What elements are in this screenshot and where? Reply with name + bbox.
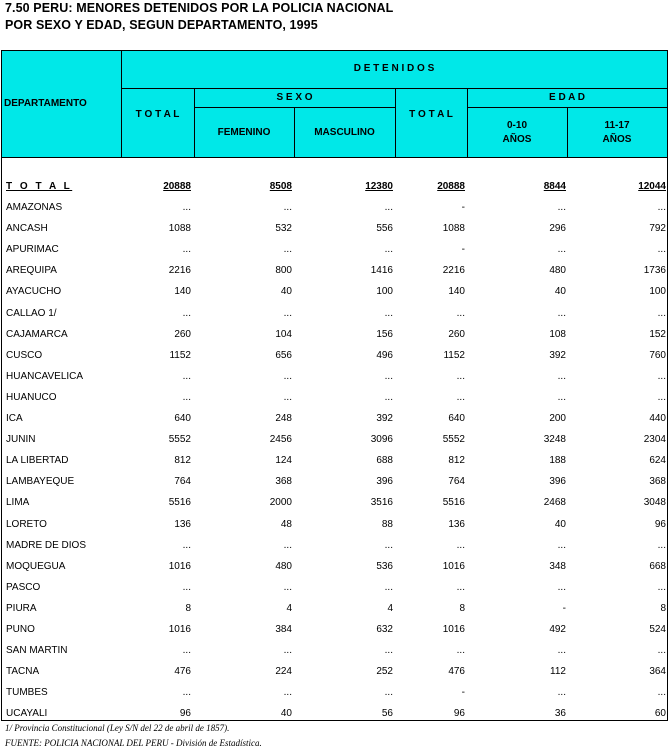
row-label: CALLAO 1/ (6, 307, 57, 319)
cell-femenino: ... (283, 307, 292, 319)
cell-femenino: ... (283, 391, 292, 403)
table-row (1, 471, 667, 492)
row-label: PIURA (6, 602, 37, 614)
cell-age-11-17: 760 (649, 349, 666, 361)
cell-masculino: ... (384, 539, 393, 551)
cell-total-2: 476 (448, 666, 465, 678)
cell-total-2: 5552 (442, 434, 465, 446)
cell-age-11-17: 792 (649, 223, 666, 235)
cell-total: ... (182, 687, 191, 699)
cell-age-11-17: ... (657, 539, 666, 551)
table-row (1, 619, 667, 640)
header-masculino: MASCULINO (314, 126, 375, 138)
cell-total: ... (182, 244, 191, 256)
cell-masculino: 88 (381, 518, 393, 530)
cell-age-0-10: 200 (549, 413, 566, 424)
cell-femenino: ... (283, 645, 292, 657)
cell-masculino: 3096 (370, 434, 393, 446)
row-label: AREQUIPA (6, 265, 57, 277)
cell-masculino: 392 (376, 413, 393, 424)
cell-femenino: 532 (275, 223, 292, 235)
cell-masculino: ... (384, 202, 393, 213)
cell-age-11-17: 524 (649, 624, 666, 635)
cell-total-2: ... (456, 645, 465, 657)
cell-age-11-17: 368 (649, 476, 666, 488)
cell-age-11-17: 96 (654, 518, 666, 530)
table-row (1, 661, 667, 682)
cell-age-0-10: 188 (549, 455, 566, 467)
header-total-2: T O T A L (409, 109, 453, 120)
cell-femenino: 224 (275, 666, 292, 678)
row-label: T O T A L (6, 181, 73, 192)
cell-total-2: 1152 (443, 349, 465, 361)
cell-total-2: 812 (448, 455, 465, 467)
cell-age-0-10: 396 (549, 476, 566, 488)
row-label: LAMBAYEQUE (6, 476, 75, 488)
table-row (1, 239, 667, 260)
cell-total-2: - (461, 244, 465, 256)
cell-total: ... (182, 645, 191, 657)
cell-age-11-17: 668 (649, 560, 666, 572)
row-label: MADRE DE DIOS (6, 539, 87, 551)
cell-age-0-10: 348 (549, 560, 566, 572)
source-note: FUENTE: POLICIA NACIONAL DEL PERU - División de Estadística. (5, 738, 262, 748)
cell-age-0-10: 392 (549, 349, 566, 361)
cell-femenino: 800 (275, 265, 292, 277)
cell-total: 2216 (168, 265, 191, 277)
row-label: TACNA (6, 666, 40, 678)
cell-age-11-17: 364 (649, 666, 666, 678)
cell-total-2: ... (456, 391, 465, 403)
row-label: ANCASH (6, 223, 48, 235)
cell-masculino: 556 (376, 223, 393, 235)
cell-masculino: ... (384, 581, 393, 593)
row-label: AYACUCHO (6, 286, 62, 298)
cell-age-0-10: - (562, 602, 566, 614)
row-label: UCAYALI (6, 708, 48, 720)
cell-masculino: ... (384, 244, 393, 256)
row-label: ICA (6, 413, 23, 424)
cell-masculino: 632 (376, 624, 393, 635)
cell-total: ... (182, 370, 191, 382)
cell-femenino: 8508 (269, 181, 292, 192)
table-title-line2: POR SEXO Y EDAD, SEGUN DEPARTAMENTO, 1995 (5, 18, 318, 32)
cell-total-2: 8 (459, 602, 465, 614)
header-edad: E D A D (549, 91, 585, 103)
cell-masculino: 496 (376, 349, 393, 361)
cell-total: 8 (185, 602, 191, 614)
table-row (1, 387, 667, 408)
cell-age-0-10: ... (557, 307, 566, 319)
cell-femenino: ... (283, 370, 292, 382)
table-row (1, 535, 667, 556)
table-row (1, 345, 667, 366)
cell-age-0-10: 8844 (543, 181, 566, 192)
cell-total: 1152 (169, 349, 191, 361)
row-label: HUANUCO (6, 391, 57, 403)
cell-total-2: 1088 (442, 223, 465, 235)
cell-total-2: 1016 (442, 624, 465, 635)
cell-femenino: ... (283, 539, 292, 551)
cell-femenino: ... (283, 202, 292, 213)
cell-age-0-10: 36 (554, 708, 566, 720)
cell-masculino: 56 (381, 708, 393, 720)
cell-femenino: 248 (275, 413, 292, 424)
cell-masculino: 156 (376, 328, 393, 340)
cell-total-2: 2216 (442, 265, 465, 277)
cell-age-11-17: ... (657, 244, 666, 256)
cell-total-2: 96 (453, 708, 465, 720)
row-label: JUNIN (6, 434, 36, 446)
cell-total: 1016 (168, 624, 191, 635)
row-label: LIMA (6, 497, 30, 509)
row-label: LA LIBERTAD (6, 455, 69, 467)
cell-age-0-10: 40 (554, 286, 566, 298)
cell-masculino: ... (384, 307, 393, 319)
cell-age-0-10: 112 (550, 666, 566, 678)
cell-age-0-10: 492 (549, 624, 566, 635)
cell-total: 140 (174, 286, 191, 298)
cell-femenino: 48 (280, 518, 292, 530)
cell-total: ... (182, 202, 191, 213)
cell-femenino: 2000 (269, 497, 292, 509)
footnote: 1/ Provincia Constitucional (Ley S/N del 22 de abril de 1857). (5, 723, 230, 733)
cell-total-2: ... (456, 539, 465, 551)
table-title-line1: 7.50 PERU: MENORES DETENIDOS POR LA POLICIA NACIONAL (5, 1, 394, 15)
cell-age-0-10: 108 (549, 328, 566, 340)
cell-total-2: ... (456, 307, 465, 319)
row-label: APURIMAC (6, 244, 59, 256)
row-label: CUSCO (6, 349, 43, 361)
cell-masculino: ... (384, 687, 393, 699)
cell-masculino: 396 (376, 476, 393, 488)
cell-total: ... (182, 391, 191, 403)
cell-age-0-10: ... (557, 645, 566, 657)
cell-age-11-17: 1736 (643, 265, 666, 277)
cell-total: ... (182, 539, 191, 551)
cell-femenino: ... (283, 581, 292, 593)
cell-total-2: 136 (448, 518, 465, 530)
table-row (1, 682, 667, 703)
cell-total: 640 (174, 413, 191, 424)
cell-femenino: ... (283, 244, 292, 256)
table-row (1, 260, 667, 281)
table-row (1, 450, 667, 471)
cell-age-11-17: ... (657, 581, 666, 593)
table-row (1, 598, 667, 619)
cell-masculino: ... (384, 391, 393, 403)
cell-masculino: ... (384, 370, 393, 382)
cell-masculino: 252 (376, 666, 393, 678)
cell-age-0-10: ... (557, 539, 566, 551)
cell-total: 5552 (168, 434, 191, 446)
table-row (1, 408, 667, 429)
cell-age-0-10: ... (557, 687, 566, 699)
cell-total: 5516 (168, 497, 191, 509)
cell-total-2: 20888 (437, 181, 465, 192)
header-total: T O T A L (135, 109, 180, 120)
cell-total: 1016 (168, 560, 191, 572)
cell-total: 260 (174, 328, 191, 340)
cell-masculino: 1416 (370, 265, 393, 277)
row-label: MOQUEGUA (6, 560, 66, 572)
row-label: PASCO (6, 581, 41, 593)
cell-total-2: 764 (448, 476, 465, 488)
header-departamento: DEPARTAMENTO (4, 98, 87, 109)
cell-femenino: 480 (275, 560, 292, 572)
row-label: PUNO (6, 624, 35, 635)
header-sexo: S E X O (276, 91, 313, 103)
cell-total: 812 (174, 455, 191, 467)
cell-age-11-17: 152 (649, 328, 666, 340)
cell-age-0-10: 296 (549, 223, 566, 235)
cell-total-2: 1016 (442, 560, 465, 572)
cell-masculino: 12380 (365, 181, 393, 192)
cell-age-11-17: 624 (649, 455, 666, 467)
cell-total: 136 (174, 518, 191, 530)
cell-age-0-10: 40 (554, 518, 566, 530)
cell-age-11-17: 3048 (643, 497, 666, 509)
cell-age-0-10: ... (557, 244, 566, 256)
cell-age-0-10: ... (557, 370, 566, 382)
cell-age-11-17: ... (657, 370, 666, 382)
row-label: CAJAMARCA (6, 328, 68, 340)
cell-total: 20888 (163, 181, 191, 192)
cell-age-0-10: ... (557, 391, 566, 403)
cell-age-11-17: 2304 (643, 434, 666, 446)
cell-total-2: 5516 (442, 497, 465, 509)
cell-age-11-17: ... (657, 307, 666, 319)
cell-total-2: 640 (448, 413, 465, 424)
cell-femenino: 124 (275, 455, 292, 467)
row-label: HUANCAVELICA (6, 370, 84, 382)
cell-total-2: ... (456, 581, 465, 593)
cell-age-0-10: ... (557, 202, 566, 213)
table-row (1, 492, 667, 513)
header-femenino: FEMENINO (217, 126, 271, 138)
cell-femenino: 368 (275, 476, 292, 488)
cell-masculino: 100 (376, 286, 393, 298)
cell-total: 764 (174, 476, 191, 488)
table-row (1, 577, 667, 598)
cell-age-11-17: 60 (654, 708, 666, 720)
cell-masculino: 3516 (370, 497, 393, 509)
cell-age-11-17: ... (657, 687, 666, 699)
cell-age-11-17: ... (657, 645, 666, 657)
table-row (1, 218, 667, 239)
cell-age-11-17: 100 (649, 286, 666, 298)
cell-femenino: 40 (280, 708, 292, 720)
cell-femenino: ... (283, 687, 292, 699)
row-label: SAN MARTIN (6, 645, 68, 657)
table-row (1, 556, 667, 577)
cell-total: 96 (179, 708, 191, 720)
cell-masculino: ... (384, 645, 393, 657)
cell-total: ... (182, 581, 191, 593)
cell-age-11-17: 12044 (638, 181, 666, 192)
table-row (1, 366, 667, 387)
row-label: TUMBES (6, 687, 48, 699)
cell-femenino: 656 (275, 349, 292, 361)
cell-total-2: - (461, 202, 465, 213)
cell-total: 1088 (168, 223, 191, 235)
cell-femenino: 104 (275, 328, 292, 340)
cell-masculino: 688 (376, 455, 393, 467)
table-row (1, 324, 667, 345)
cell-total-2: ... (456, 370, 465, 382)
cell-age-11-17: 440 (649, 413, 666, 424)
cell-total: ... (182, 307, 191, 319)
cell-age-11-17: ... (657, 202, 666, 213)
row-label: LORETO (6, 518, 47, 530)
cell-age-0-10: 2468 (543, 497, 566, 509)
cell-masculino: 4 (387, 602, 393, 614)
cell-age-11-17: 8 (660, 602, 666, 614)
header-detenidos: D E T E N I D O S (353, 63, 435, 74)
table-row (1, 429, 667, 450)
cell-age-0-10: ... (557, 581, 566, 593)
cell-total-2: 260 (448, 328, 465, 340)
table-row (1, 640, 667, 661)
table-row (1, 303, 667, 324)
table-row (1, 703, 667, 724)
cell-age-11-17: ... (657, 391, 666, 403)
table-row (1, 514, 667, 535)
cell-masculino: 536 (376, 560, 393, 572)
cell-age-0-10: 3248 (543, 434, 566, 446)
cell-femenino: 2456 (269, 434, 292, 446)
cell-total-2: - (461, 687, 465, 699)
table-row-total (1, 176, 667, 197)
header-age-11-17: 11-17 AÑOS (602, 119, 632, 145)
cell-femenino: 40 (280, 286, 292, 298)
table-row (1, 197, 667, 218)
row-label: AMAZONAS (6, 202, 63, 213)
header-age-0-10: 0-10 AÑOS (502, 119, 532, 145)
cell-femenino: 4 (286, 602, 292, 614)
cell-total: 476 (174, 666, 191, 678)
cell-femenino: 384 (275, 624, 292, 635)
cell-total-2: 140 (448, 286, 465, 298)
cell-age-0-10: 480 (549, 265, 566, 277)
table-row (1, 281, 667, 302)
